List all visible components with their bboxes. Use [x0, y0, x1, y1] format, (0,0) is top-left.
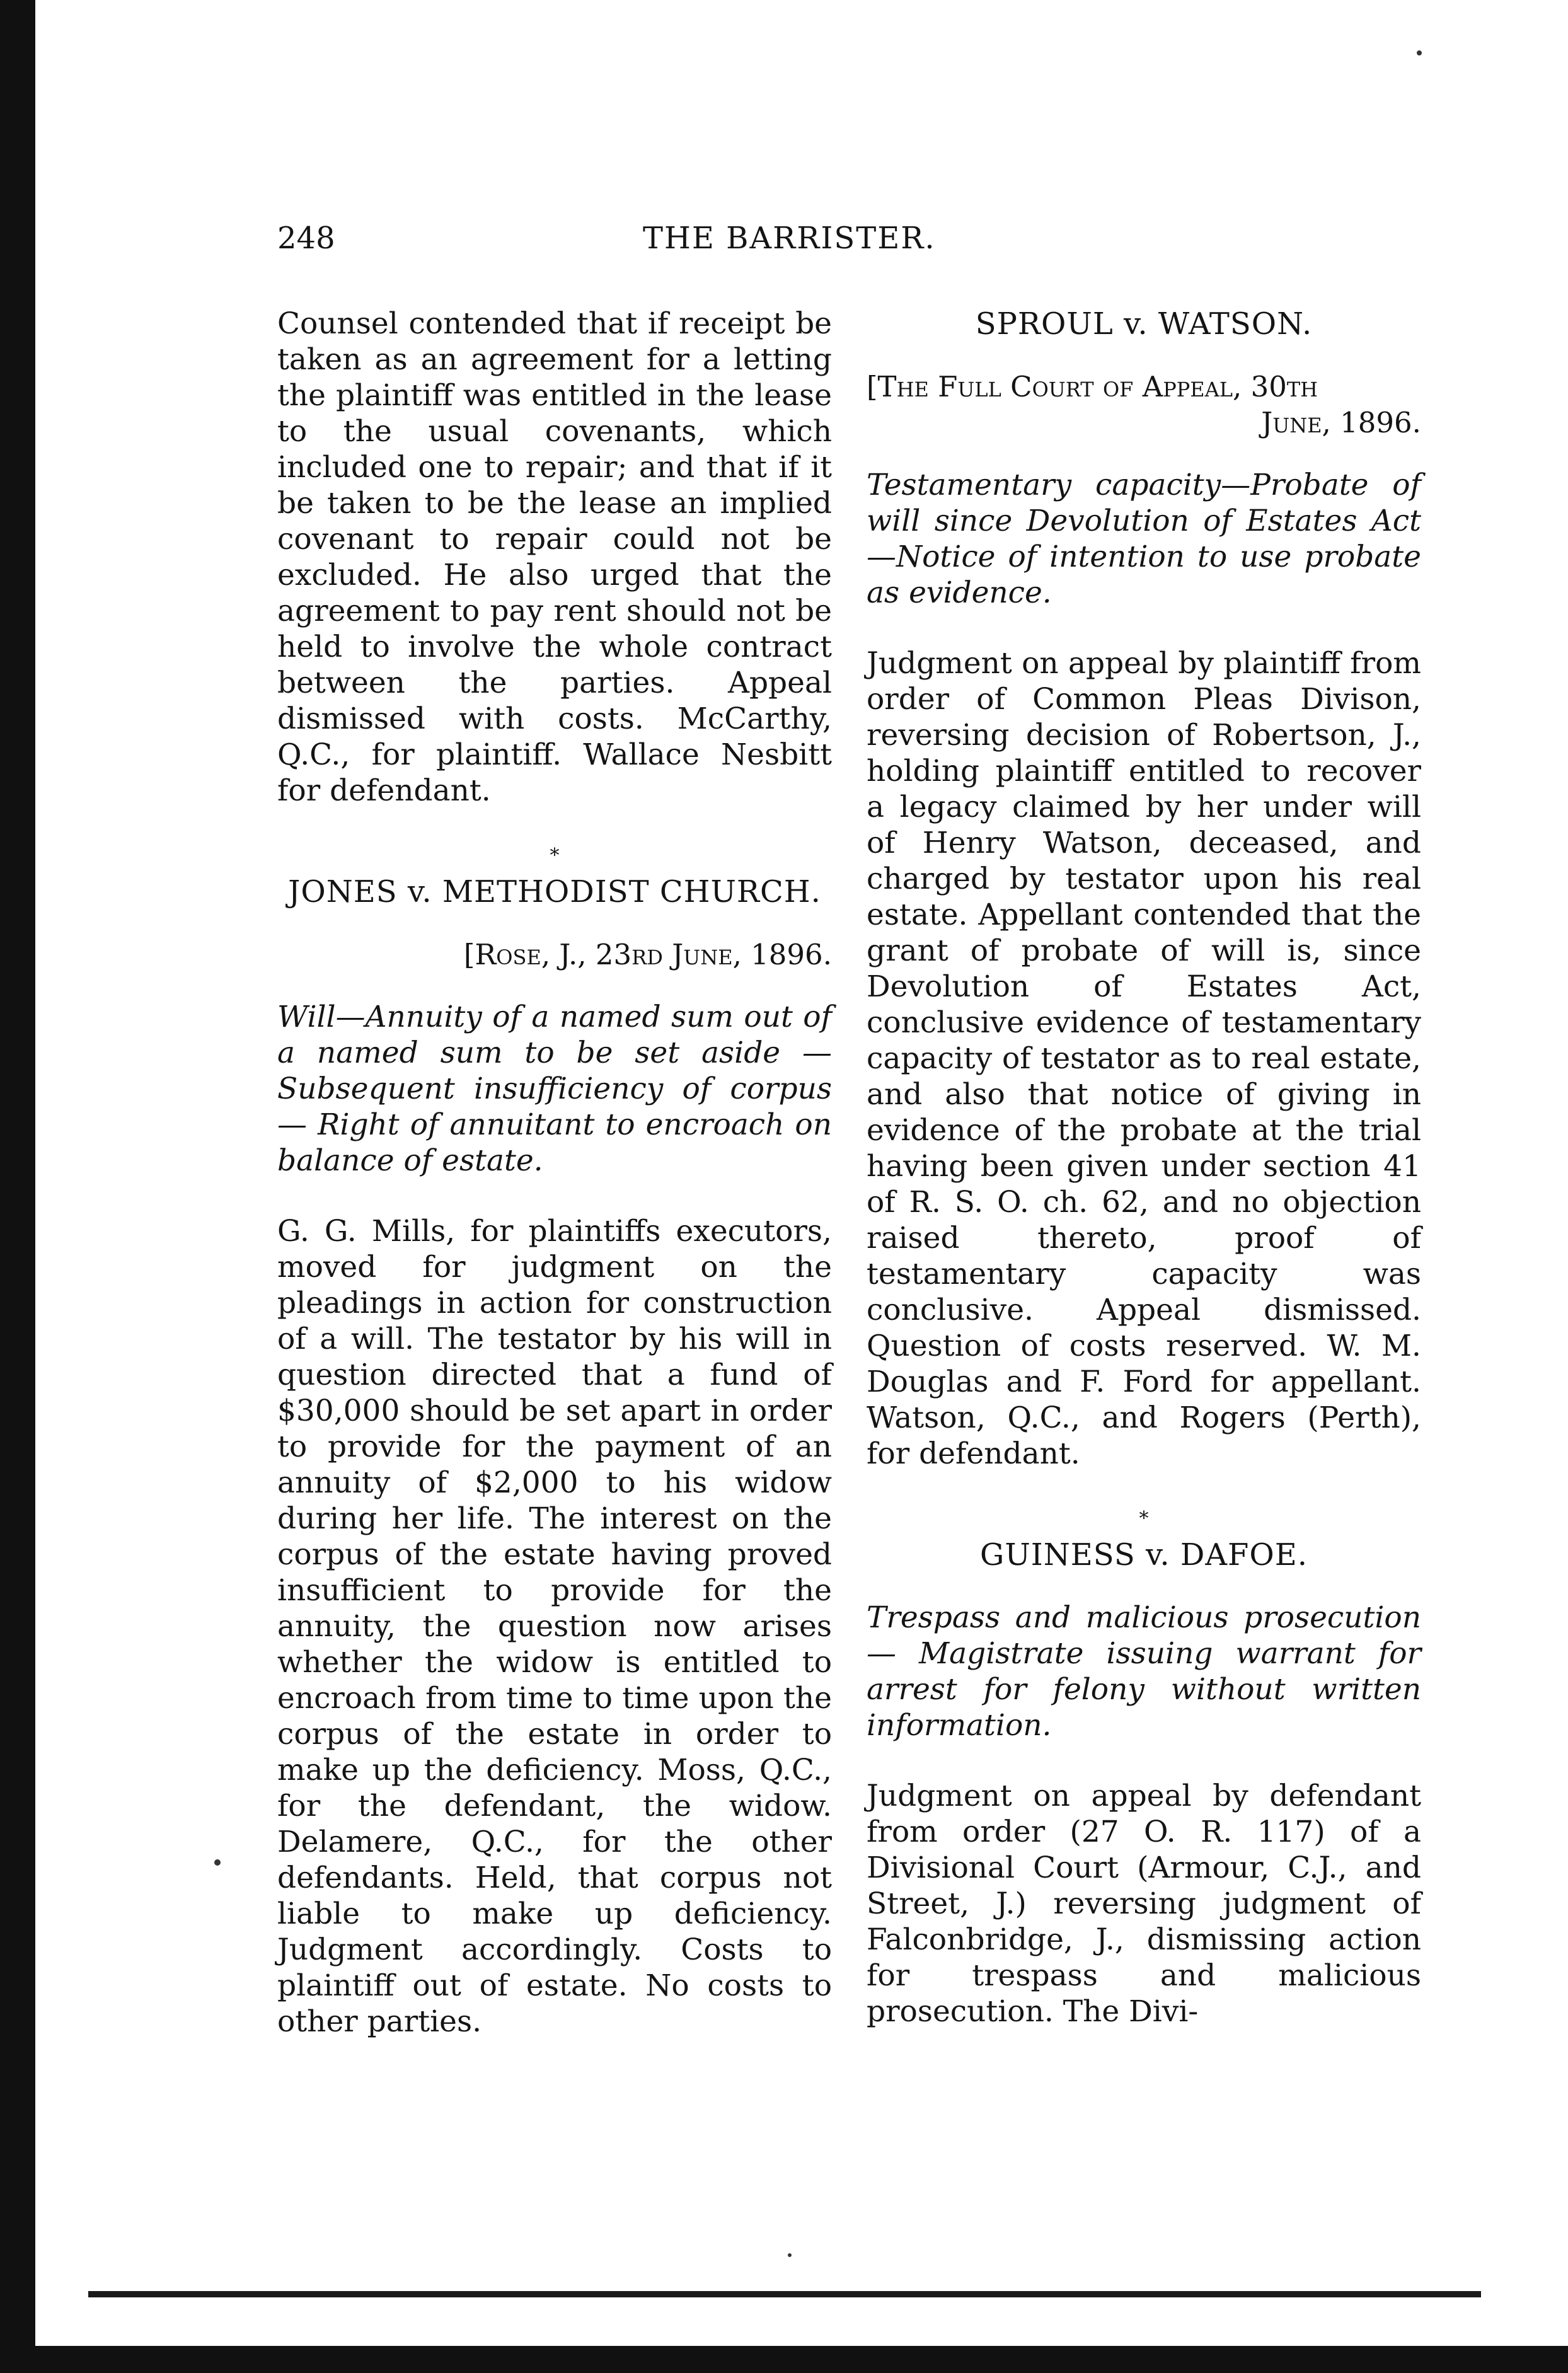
- page-header: [277, 221, 1424, 277]
- court-line-jones: [277, 937, 832, 973]
- section-divider: *: [550, 845, 560, 867]
- left-column: [277, 306, 832, 2074]
- scan-speck: [214, 1859, 221, 1866]
- case-body-sproul: Judgment on appeal by plaintiff from order of Common Pleas Divison, reversing decision of Robertson, J., holding plaintiff entitled to recover a legacy claimed by her under will of Henry Watson, deceased, and charged by testator upon his real estate. Appellant contended that the grant of probate of will is, since Devolution of Estates Act, conclusive evidence of testamentary capacity of testator as to real estate, and also that notice of giving in evidence of the probate at the trial having been given under section 41 of R. S. O. ch. 62, and no objection raised thereto, proof of testamentary capacity was conclusive. Appeal dismissed. Question of costs reserved. W. M. Douglas and F. Ford for appellant. Watson, Q.C., and Rogers (Perth), for defendant.: [867, 646, 1421, 1471]
- scan-speck: [788, 2253, 792, 2257]
- page-number: 248: [277, 221, 335, 256]
- court-name: [The Full Court of Appeal, 30th: [867, 370, 1318, 403]
- syllabus-jones: Will—Annuity of a named sum out of a named sum to be set aside — Subsequent insufficiency of corpus — Right of annuitant to encroach on balance of estate.: [277, 1000, 832, 1178]
- counsel-paragraph: Counsel contended that if receipt be taken as an agreement for a letting the plaintiff was entitled in the lease to the usual covenants, which included one to repair; and that if it be taken to be the lease an implied covenant to repair could not be excluded. He also urged that the agreement to pay rent should not be held to involve the whole contract between the parties. Appeal dismissed with costs. McCarthy, Q.C., for plaintiff. Wallace Nesbitt for defendant.: [277, 306, 832, 808]
- case-body-guiness: Judgment on appeal by defendant from order (27 O. R. 117) of a Divisional Court (Armour, C.J., and Street, J.) reversing judgment of Falconbridge, J., dismissing action for trespass and malicious prosecution. The Divi-: [867, 1779, 1421, 2029]
- scan-edge-bottom: [0, 2346, 1568, 2373]
- syllabus-sproul: Testamentary capacity—Probate of will since Devolution of Estates Act—Notice of intention to use probate as evidence.: [867, 468, 1421, 610]
- court-date: June, 1896.: [1261, 406, 1421, 439]
- scan-speck: [1417, 50, 1422, 55]
- right-column: [867, 306, 1421, 2064]
- case-title-guiness: GUINESS v. DAFOE.: [979, 1537, 1308, 1573]
- court-date: [Rose, J., 23rd June, 1896.: [463, 938, 832, 971]
- case-title-jones: JONES v. METHODIST CHURCH.: [288, 874, 821, 909]
- running-title: THE BARRISTER.: [643, 221, 936, 256]
- case-title-sproul: SPROUL v. WATSON.: [975, 306, 1313, 342]
- court-line-sproul: [867, 369, 1421, 441]
- section-divider: *: [1139, 1508, 1149, 1530]
- scan-edge-left: [0, 0, 35, 2373]
- case-body-jones: G. G. Mills, for plaintiffs executors, moved for judgment on the pleadings in action for construction of a will. The testator by his will in question directed that a fund of $30,000 should be set apart in order to provide for the payment of an annuity of $2,000 to his widow during her life. The interest on the corpus of the estate having proved insufficient to provide for the annuity, the question now arises whether the widow is entitled to encroach from time to time upon the corpus of the estate in order to make up the deficiency. Moss, Q.C., for the defendant, the widow. Delamere, Q.C., for the other defendants. Held, that corpus not liable to make up deficiency. Judgment accordingly. Costs to plaintiff out of estate. No costs to other parties.: [277, 1214, 832, 2039]
- syllabus-guiness: Trespass and malicious prosecution — Magistrate issuing warrant for arrest for felony without written information.: [867, 1600, 1421, 1743]
- scan-rule-bottom: [88, 2291, 1481, 2297]
